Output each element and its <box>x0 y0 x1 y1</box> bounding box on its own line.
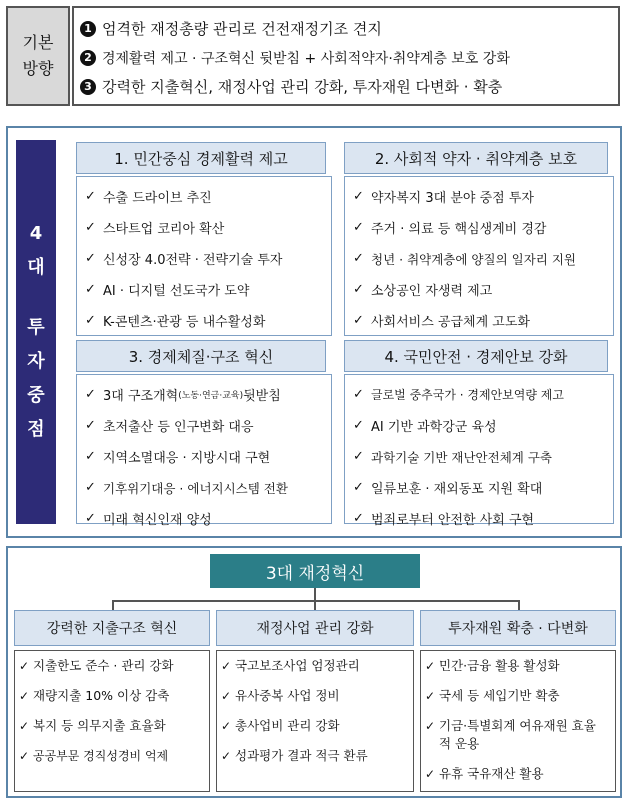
innovation-col-1-box <box>14 650 210 792</box>
check-icon: ✓ <box>353 220 364 235</box>
list-item-text: 청년 · 취약계층에 양질의 일자리 지원 <box>371 251 576 267</box>
list-item-text: 약자복지 3대 분야 중점 투자 <box>371 191 534 206</box>
basic-direction-text: 엄격한 재정총량 관리로 건전재정기조 견지 <box>102 20 382 38</box>
list-item-tail: 뒷받침 <box>243 389 281 404</box>
innovation-col-3-title: 투자재원 확충 · 다변화 <box>420 610 616 646</box>
check-icon: ✓ <box>85 449 96 464</box>
list-item-text: 소상공인 자생력 제고 <box>371 284 493 299</box>
number-marker-3: 3 <box>80 79 96 95</box>
list-item <box>425 657 615 675</box>
area-2-box <box>344 176 614 336</box>
list-item <box>353 212 613 243</box>
check-icon: ✓ <box>85 418 96 433</box>
list-item-suffix: (노동·연금·교육) <box>178 391 244 401</box>
check-icon: ✓ <box>85 220 96 235</box>
check-icon: ✓ <box>221 719 232 733</box>
check-icon: ✓ <box>19 749 30 763</box>
list-item-text: 유사중복 사업 정비 <box>235 688 340 703</box>
list-item <box>221 747 413 765</box>
list-item <box>353 379 613 410</box>
basic-direction-item <box>80 14 618 43</box>
list-item <box>353 243 613 274</box>
focus-areas-side-label <box>16 140 56 524</box>
list-item <box>85 503 331 534</box>
list-item-text: 수출 드라이브 추진 <box>103 191 212 206</box>
check-icon: ✓ <box>353 189 364 204</box>
list-item-text: 민간·금융 활용 활성화 <box>439 658 560 673</box>
check-icon: ✓ <box>353 282 364 297</box>
list-item-text: 초저출산 등 인구변화 대응 <box>103 420 254 435</box>
basic-direction-item <box>80 43 618 72</box>
check-icon: ✓ <box>425 719 436 733</box>
list-item <box>85 274 331 305</box>
side-char: 점 <box>27 419 45 440</box>
list-item <box>85 212 331 243</box>
list-item <box>425 717 603 753</box>
list-item <box>85 472 331 503</box>
list-item <box>221 717 413 735</box>
check-icon: ✓ <box>425 659 436 673</box>
list-item-text: 기금·특별회계 여유재원 효율적 운용 <box>439 718 596 751</box>
basic-direction-label <box>6 6 70 106</box>
check-icon: ✓ <box>425 767 436 781</box>
check-icon: ✓ <box>353 511 364 526</box>
check-icon: ✓ <box>221 659 232 673</box>
list-item-text: AI · 디지털 선도국가 도약 <box>103 284 250 299</box>
innovation-col-3-box <box>420 650 616 792</box>
basic-direction-text: 강력한 지출혁신, 재정사업 관리 강화, 투자재원 다변화 · 확충 <box>102 78 503 96</box>
list-item-text: 3대 구조개혁 <box>103 389 179 404</box>
innovation-col-2-title: 재정사업 관리 강화 <box>216 610 414 646</box>
list-item <box>85 379 331 410</box>
list-item <box>425 687 615 705</box>
side-char: 4 <box>29 223 43 244</box>
check-icon: ✓ <box>425 689 436 703</box>
list-item <box>19 687 209 705</box>
list-item <box>353 305 613 336</box>
number-marker-1: 1 <box>80 21 96 37</box>
list-item-text: 미래 혁신인재 양성 <box>103 513 212 528</box>
list-item-text: 글로벌 중추국가 · 경제안보역량 제고 <box>371 388 564 402</box>
list-item-text: 성과평가 결과 적극 환류 <box>235 748 368 763</box>
check-icon: ✓ <box>353 449 364 464</box>
check-icon: ✓ <box>19 719 30 733</box>
side-char: 투 <box>27 317 45 338</box>
list-item <box>353 472 613 503</box>
list-item-text: 주거 · 의료 등 핵심생계비 경감 <box>371 222 547 237</box>
list-item <box>353 441 613 472</box>
list-item <box>221 657 413 675</box>
connector-line <box>112 600 114 610</box>
list-item <box>85 181 331 212</box>
list-item-text: 일류보훈 · 재외동포 지원 확대 <box>371 482 543 497</box>
check-icon: ✓ <box>19 659 30 673</box>
check-icon: ✓ <box>19 689 30 703</box>
list-item-text: 범죄로부터 안전한 사회 구현 <box>371 513 535 528</box>
list-item-text: 국고보조사업 엄정관리 <box>235 658 360 673</box>
check-icon: ✓ <box>85 282 96 297</box>
list-item-text: 스타트업 코리아 확산 <box>103 222 225 237</box>
fiscal-innovation-title: 3대 재정혁신 <box>210 554 420 588</box>
list-item <box>353 410 613 441</box>
list-item <box>19 657 209 675</box>
check-icon: ✓ <box>221 749 232 763</box>
list-item-text: K-콘텐츠·관광 등 내수활성화 <box>103 315 266 330</box>
list-item <box>85 410 331 441</box>
list-item-text: 사회서비스 공급체계 고도화 <box>371 315 530 330</box>
check-icon: ✓ <box>85 251 96 266</box>
area-1-box <box>76 176 332 336</box>
list-item-text: 신성장 4.0전략 · 전략기술 투자 <box>103 253 283 268</box>
check-icon: ✓ <box>353 313 364 328</box>
list-item-text: 유휴 국유재산 활용 <box>439 766 544 781</box>
list-item-text: AI 기반 과학강군 육성 <box>371 420 497 435</box>
check-icon: ✓ <box>85 387 96 402</box>
list-item-text: 총사업비 관리 강화 <box>235 718 340 733</box>
innovation-col-2-box <box>216 650 414 792</box>
area-4-box <box>344 374 614 528</box>
check-icon: ✓ <box>85 313 96 328</box>
basic-direction-box <box>72 6 620 106</box>
area-3-box <box>76 374 332 528</box>
list-item <box>85 305 331 336</box>
number-marker-2: 2 <box>80 50 96 66</box>
list-item-text: 국세 등 세입기반 확충 <box>439 688 560 703</box>
check-icon: ✓ <box>85 511 96 526</box>
list-item-text: 과학기술 기반 재난안전체계 구축 <box>371 449 552 465</box>
check-icon: ✓ <box>353 480 364 495</box>
list-item-text: 지출한도 준수 · 관리 강화 <box>33 658 174 673</box>
area-1-title: 1. 민간중심 경제활력 제고 <box>76 142 326 174</box>
list-item <box>353 274 613 305</box>
list-item <box>221 687 413 705</box>
check-icon: ✓ <box>85 189 96 204</box>
basic-direction-label-line1: 기본 <box>22 33 54 52</box>
basic-direction-item <box>80 72 618 101</box>
list-item <box>85 441 331 472</box>
area-2-title: 2. 사회적 약자 · 취약계층 보호 <box>344 142 608 174</box>
side-char: 중 <box>27 385 45 406</box>
connector-line <box>314 588 316 600</box>
list-item <box>353 181 613 212</box>
list-item-text: 공공부문 경직성경비 억제 <box>33 749 169 763</box>
area-4-title: 4. 국민안전 · 경제안보 강화 <box>344 340 608 372</box>
check-icon: ✓ <box>353 418 364 433</box>
connector-line <box>518 600 520 610</box>
list-item <box>19 747 209 765</box>
side-char: 자 <box>27 351 45 372</box>
list-item <box>19 717 209 735</box>
list-item-text: 복지 등 의무지출 효율화 <box>33 718 166 733</box>
check-icon: ✓ <box>221 689 232 703</box>
list-item <box>425 765 615 783</box>
check-icon: ✓ <box>353 251 364 266</box>
list-item <box>85 243 331 274</box>
basic-direction-label-line2: 방향 <box>22 59 54 78</box>
check-icon: ✓ <box>353 387 364 402</box>
area-3-title: 3. 경제체질·구조 혁신 <box>76 340 326 372</box>
list-item <box>353 503 613 534</box>
list-item-text: 지역소멸대응 · 지방시대 구현 <box>103 451 271 466</box>
check-icon: ✓ <box>85 480 96 495</box>
list-item-text: 재량지출 10% 이상 감축 <box>33 688 170 703</box>
basic-direction-text: 경제활력 제고 · 구조혁신 뒷받침 + 사회적약자·취약계층 보호 강화 <box>102 50 510 67</box>
connector-line <box>112 600 520 602</box>
innovation-col-1-title: 강력한 지출구조 혁신 <box>14 610 210 646</box>
list-item-text: 기후위기대응 · 에너지시스템 전환 <box>103 480 288 496</box>
side-char: 대 <box>27 257 45 278</box>
connector-line <box>314 600 316 610</box>
